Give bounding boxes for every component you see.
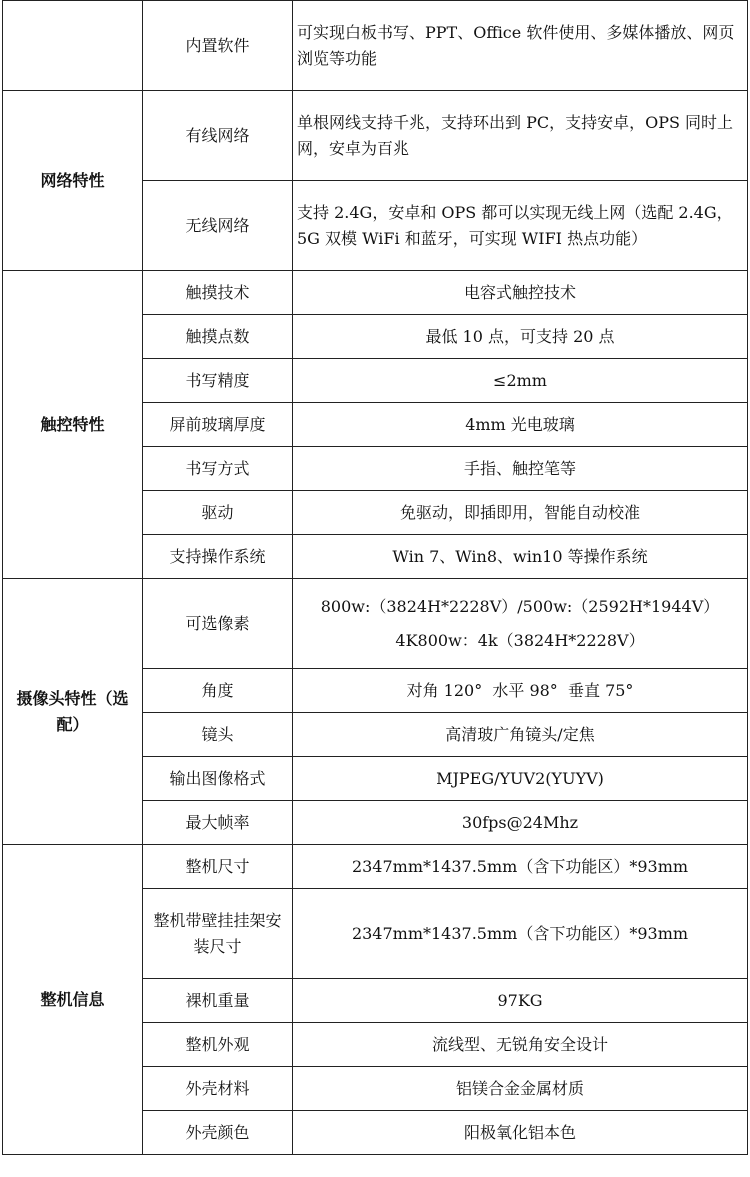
spec-name: 整机尺寸	[143, 845, 293, 889]
spec-value: 免驱动，即插即用，智能自动校准	[293, 491, 748, 535]
spec-name: 最大帧率	[143, 801, 293, 845]
spec-name: 裸机重量	[143, 979, 293, 1023]
spec-value-line: 800w:（3824H*2228V）/500w:（2592H*1944V）	[320, 596, 720, 616]
category-cell	[3, 1, 143, 91]
spec-name: 触摸点数	[143, 315, 293, 359]
spec-name: 整机外观	[143, 1023, 293, 1067]
spec-name: 触摸技术	[143, 271, 293, 315]
spec-name: 内置软件	[143, 1, 293, 91]
category-cell: 触控特性	[3, 271, 143, 579]
spec-value-line: 4K800w：4k（3824H*2228V）	[395, 630, 645, 650]
spec-name: 驱动	[143, 491, 293, 535]
category-cell: 网络特性	[3, 91, 143, 271]
spec-name: 支持操作系统	[143, 535, 293, 579]
spec-value: 单根网线支持千兆，支持环出到 PC，支持安卓，OPS 同时上网，安卓为百兆	[293, 91, 748, 181]
spec-value: 手指、触控笔等	[293, 447, 748, 491]
spec-value: 高清玻广角镜头/定焦	[293, 713, 748, 757]
spec-name: 可选像素	[143, 579, 293, 669]
table-row	[3, 579, 748, 669]
spec-value: 97KG	[293, 979, 748, 1023]
spec-name: 角度	[143, 669, 293, 713]
spec-value: 流线型、无锐角安全设计	[293, 1023, 748, 1067]
spec-name: 书写精度	[143, 359, 293, 403]
category-cell: 摄像头特性（选配）	[3, 579, 143, 845]
spec-value: 对角 120° 水平 98° 垂直 75°	[293, 669, 748, 713]
spec-name: 外壳材料	[143, 1067, 293, 1111]
spec-value: 支持 2.4G，安卓和 OPS 都可以实现无线上网（选配 2.4G，5G 双模 WiFi 和蓝牙，可实现 WIFI 热点功能）	[293, 181, 748, 271]
spec-value: Win 7、Win8、win10 等操作系统	[293, 535, 748, 579]
spec-value: MJPEG/YUV2(YUYV)	[293, 757, 748, 801]
spec-value: 可实现白板书写、PPT、Office 软件使用、多媒体播放、网页浏览等功能	[293, 1, 748, 91]
spec-name: 无线网络	[143, 181, 293, 271]
spec-name: 整机带壁挂挂架安装尺寸	[143, 889, 293, 979]
spec-name: 书写方式	[143, 447, 293, 491]
spec-table	[2, 0, 748, 1155]
spec-value: 2347mm*1437.5mm（含下功能区）*93mm	[293, 889, 748, 979]
spec-name: 屏前玻璃厚度	[143, 403, 293, 447]
spec-value: 最低 10 点，可支持 20 点	[293, 315, 748, 359]
spec-value	[293, 579, 748, 669]
spec-value: 30fps@24Mhz	[293, 801, 748, 845]
table-row	[3, 271, 748, 315]
spec-value: 阳极氧化铝本色	[293, 1111, 748, 1155]
spec-name: 有线网络	[143, 91, 293, 181]
table-row	[3, 845, 748, 889]
table-row	[3, 1, 748, 91]
table-row	[3, 91, 748, 181]
spec-value: 4mm 光电玻璃	[293, 403, 748, 447]
spec-name: 外壳颜色	[143, 1111, 293, 1155]
spec-value: ≤2mm	[293, 359, 748, 403]
category-cell: 整机信息	[3, 845, 143, 1155]
spec-value: 2347mm*1437.5mm（含下功能区）*93mm	[293, 845, 748, 889]
spec-value: 电容式触控技术	[293, 271, 748, 315]
spec-name: 镜头	[143, 713, 293, 757]
spec-value: 铝镁合金金属材质	[293, 1067, 748, 1111]
spec-name: 输出图像格式	[143, 757, 293, 801]
